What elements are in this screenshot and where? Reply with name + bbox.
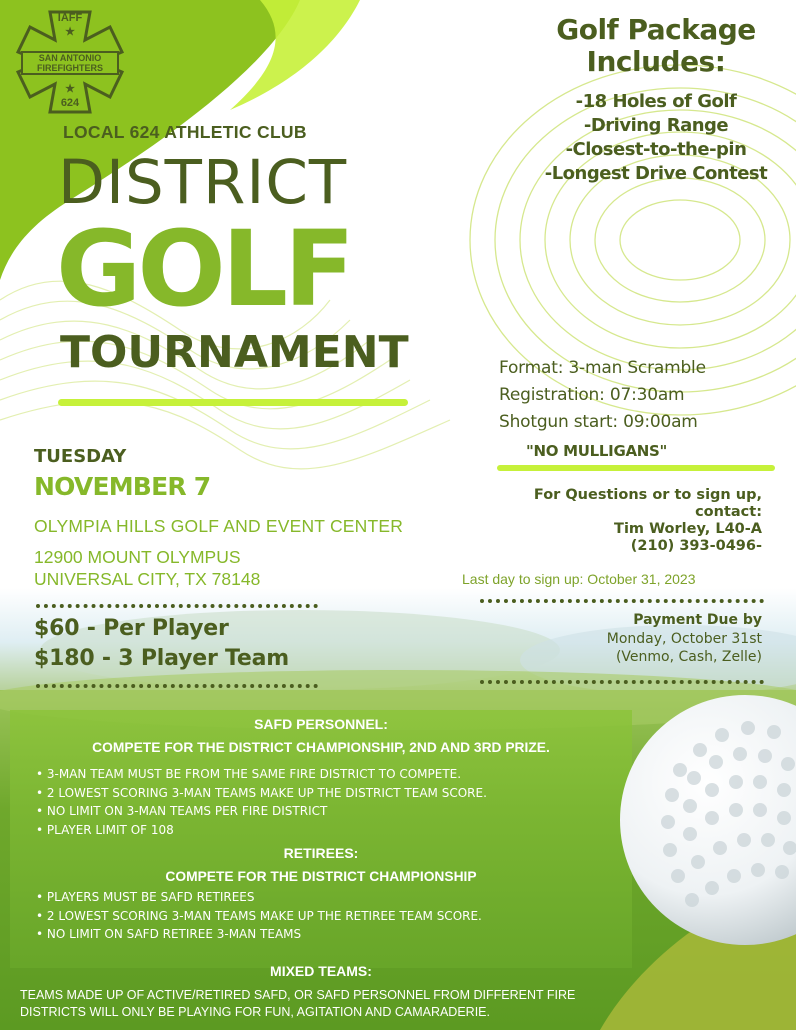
package-item: -Driving Range	[583, 115, 729, 136]
list-item: • PLAYERS MUST BE SAFD RETIREES	[36, 890, 255, 904]
list-item: • NO LIMIT ON 3-MAN TEAMS PER FIRE DISTRICT	[36, 804, 328, 818]
pricing-block	[34, 614, 289, 674]
shotgun-text: Shotgun start: 09:00am	[499, 412, 698, 432]
safd-rules-list	[36, 765, 487, 839]
registration-text: Registration: 07:30am	[499, 385, 685, 405]
title-tournament: TOURNAMENT	[60, 327, 409, 378]
contact-line2: contact:	[695, 504, 762, 520]
address-divider	[36, 604, 318, 608]
svg-text:★: ★	[65, 26, 75, 38]
package-heading	[540, 14, 772, 78]
event-date: NOVEMBER 7	[34, 472, 211, 501]
format-text: Format: 3-man Scramble	[499, 358, 706, 378]
package-item: -Longest Drive Contest	[544, 163, 768, 184]
no-mulligans-text: "NO MULLIGANS"	[526, 442, 668, 460]
mixed-text-line2: DISTRICTS WILL ONLY BE PLAYING FOR FUN, AGITATION AND CAMARADERIE.	[20, 1005, 490, 1019]
package-heading-line2: Includes:	[586, 45, 726, 78]
logo-bottom-text: 624	[60, 97, 80, 109]
logo-middle-line1: SAN ANTONIO	[38, 53, 102, 63]
list-item: • 3-MAN TEAM MUST BE FROM THE SAME FIRE DISTRICT TO COMPETE.	[36, 767, 462, 781]
svg-text:★: ★	[65, 83, 75, 95]
payment-divider	[480, 680, 764, 684]
event-day: TUESDAY	[34, 446, 127, 467]
list-item: • 2 LOWEST SCORING 3-MAN TEAMS MAKE UP THE DISTRICT TEAM SCORE.	[36, 785, 487, 800]
list-item: • PLAYER LIMIT OF 108	[36, 822, 174, 837]
contact-line1: For Questions or to sign up,	[533, 487, 762, 503]
retirees-subheading: COMPETE FOR THE DISTRICT CHAMPIONSHIP	[165, 869, 477, 884]
event-venue: OLYMPIA HILLS GOLF AND EVENT CENTER	[34, 516, 404, 536]
deadline-divider	[480, 599, 764, 603]
safd-subheading: COMPETE FOR THE DISTRICT CHAMPIONSHIP, 2ND AND 3RD PRIZE.	[92, 740, 550, 755]
retirees-heading: RETIREES:	[283, 845, 359, 861]
logo-top-text: IAFF	[57, 12, 83, 24]
address-line1: 12900 MOUNT OLYMPUS	[34, 547, 241, 567]
logo-middle-line2: FIREFIGHTERS	[36, 63, 103, 73]
retirees-rules-list	[36, 888, 482, 944]
package-item: -Closest-to-the-pin	[565, 139, 747, 160]
title-district: DISTRICT	[58, 147, 348, 218]
contact-phone: (210) 393-0496-	[630, 538, 762, 554]
package-item: -18 Holes of Golf	[575, 91, 737, 112]
payment-line1: Payment Due by	[633, 612, 762, 628]
contact-block	[480, 487, 762, 555]
mulligans-underline	[497, 465, 775, 471]
event-address	[34, 546, 260, 590]
logo-middle-text	[20, 53, 120, 73]
contact-name: Tim Worley, L40-A	[614, 521, 762, 537]
list-item: • NO LIMIT ON SAFD RETIREE 3-MAN TEAMS	[36, 927, 302, 941]
price-team: $180 - 3 Player Team	[34, 646, 290, 671]
club-name: LOCAL 624 ATHLETIC CLUB	[63, 122, 307, 142]
mixed-text	[20, 987, 660, 1021]
mixed-text-line1: TEAMS MADE UP OF ACTIVE/RETIRED SAFD, OR SAFD PERSONNEL FROM DIFFERENT FIRE	[20, 988, 576, 1002]
title-golf: GOLF	[56, 208, 352, 330]
package-heading-line1: Golf Package	[556, 13, 756, 46]
mixed-heading: MIXED TEAMS:	[270, 963, 372, 979]
format-block	[499, 355, 706, 436]
payment-line3: (Venmo, Cash, Zelle)	[615, 649, 762, 665]
pricing-divider	[36, 684, 318, 688]
title-underline	[58, 399, 408, 406]
list-item: • 2 LOWEST SCORING 3-MAN TEAMS MAKE UP THE RETIREE TEAM SCORE.	[36, 908, 482, 923]
package-list	[520, 90, 792, 186]
address-line2: UNIVERSAL CITY, TX 78148	[34, 569, 261, 589]
safd-heading: SAFD PERSONNEL:	[254, 716, 388, 732]
payment-line2: Monday, October 31st	[606, 630, 762, 647]
signup-deadline: Last day to sign up: October 31, 2023	[462, 571, 696, 587]
price-per-player: $60 - Per Player	[34, 616, 229, 641]
payment-block	[540, 611, 762, 667]
